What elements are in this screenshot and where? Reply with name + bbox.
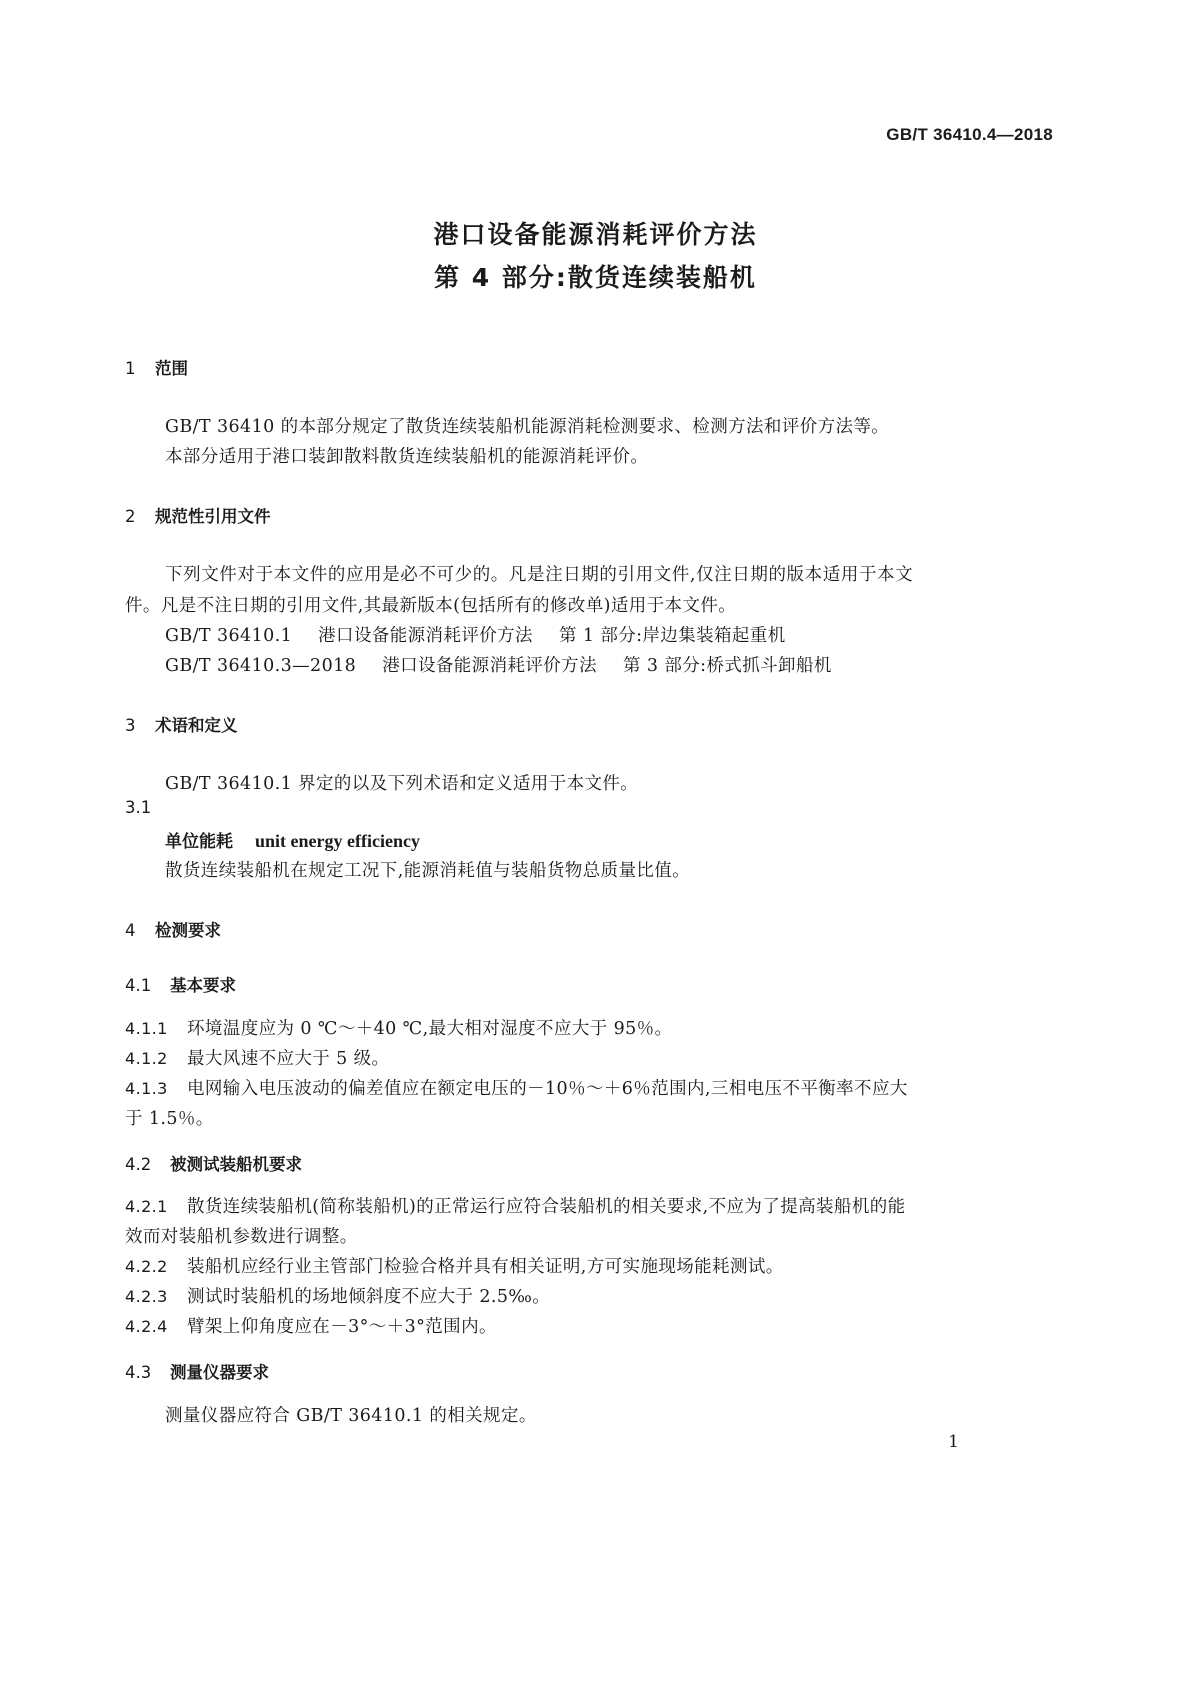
clause-4-1-3: [125, 1075, 908, 1100]
paragraph: 测量仪器应符合 GB/T 36410.1 的相关规定。: [165, 1406, 537, 1426]
reference-code: GB/T 36410.3—2018: [165, 656, 357, 676]
reference-part: 第 1 部分:岸边集装箱起重机: [558, 626, 786, 646]
term-english: unit energy efficiency: [255, 831, 420, 851]
section-title: 范围: [155, 359, 188, 378]
clause-4-2-3: [125, 1283, 550, 1308]
clause-number: 4.2.3: [125, 1287, 168, 1306]
clause-number: 4.1.1: [125, 1019, 168, 1038]
subsection-number: 4.2: [125, 1155, 152, 1174]
clause-number: 4.1.2: [125, 1049, 168, 1068]
section-title: 术语和定义: [155, 716, 238, 735]
normative-reference: [165, 622, 786, 647]
clause-number: 4.2.1: [125, 1197, 168, 1216]
reference-title: 港口设备能源消耗评价方法: [318, 626, 533, 646]
subsection-number: 4.3: [125, 1363, 152, 1382]
subsection-4-3-heading: [125, 1359, 269, 1383]
subsection-title: 基本要求: [170, 976, 236, 995]
reference-part: 第 3 部分:桥式抓斗卸船机: [623, 656, 832, 676]
section-number: 4: [125, 921, 136, 940]
section-title: 检测要求: [155, 921, 221, 940]
clause-continuation: 于 1.5％。: [125, 1109, 214, 1129]
paragraph: GB/T 36410 的本部分规定了散货连续装船机能源消耗检测要求、检测方法和评价方法等。: [165, 417, 890, 437]
clause-number: 4.2.2: [125, 1257, 168, 1276]
term-chinese: 单位能耗: [165, 832, 233, 852]
paragraph: 本部分适用于港口装卸散料散货连续装船机的能源消耗评价。: [165, 447, 649, 467]
section-3-heading: [125, 712, 238, 736]
standard-number: GB/T 36410.4—2018: [886, 125, 1053, 144]
clause-number: 4.1.3: [125, 1079, 168, 1098]
clause-text: 装船机应经行业主管部门检验合格并具有相关证明,方可实施现场能耗测试。: [187, 1257, 784, 1277]
subsection-number: 4.1: [125, 976, 152, 995]
clause-4-2-2: [125, 1253, 784, 1278]
normative-reference: [165, 652, 832, 677]
section-1-heading: [125, 355, 188, 379]
clause-4-1-1: [125, 1015, 672, 1040]
paragraph: GB/T 36410.1 界定的以及下列术语和定义适用于本文件。: [165, 774, 639, 794]
clause-4-1-2: [125, 1045, 389, 1070]
section-title: 规范性引用文件: [155, 507, 271, 526]
clause-4-2-1: [125, 1193, 906, 1218]
section-2-heading: [125, 503, 271, 527]
clause-text: 最大风速不应大于 5 级。: [187, 1049, 390, 1069]
section-4-heading: [125, 917, 221, 941]
clause-number: 4.2.4: [125, 1317, 168, 1336]
clause-continuation: 效而对装船机参数进行调整。: [125, 1227, 358, 1247]
subsection-title: 测量仪器要求: [170, 1363, 269, 1382]
term-number: 3.1: [125, 798, 152, 817]
document-title-line2: 第 4 部分:散货连续装船机: [434, 263, 757, 292]
page-number: 1: [948, 1432, 959, 1452]
subsection-4-2-heading: [125, 1151, 302, 1175]
term-definition: 散货连续装船机在规定工况下,能源消耗值与装船货物总质量比值。: [165, 861, 691, 881]
clause-text: 臂架上仰角度应在－3°～＋3°范围内。: [187, 1317, 497, 1337]
section-number: 1: [125, 359, 136, 378]
clause-text: 电网输入电压波动的偏差值应在额定电压的－10％～＋6％范围内,三相电压不平衡率不应大: [187, 1079, 908, 1099]
term-entry: [165, 827, 420, 852]
document-title-line1: 港口设备能源消耗评价方法: [433, 220, 758, 249]
paragraph: 件。凡是不注日期的引用文件,其最新版本(包括所有的修改单)适用于本文件。: [125, 596, 737, 616]
subsection-title: 被测试装船机要求: [170, 1155, 302, 1174]
paragraph: 下列文件对于本文件的应用是必不可少的。凡是注日期的引用文件,仅注日期的版本适用于本文: [165, 565, 914, 585]
subsection-4-1-heading: [125, 972, 236, 996]
section-number: 2: [125, 507, 136, 526]
section-number: 3: [125, 716, 136, 735]
clause-text: 测试时装船机的场地倾斜度不应大于 2.5‰。: [187, 1287, 551, 1307]
reference-code: GB/T 36410.1: [165, 626, 293, 646]
clause-text: 散货连续装船机(简称装船机)的正常运行应符合装船机的相关要求,不应为了提高装船机的能: [187, 1197, 906, 1217]
reference-title: 港口设备能源消耗评价方法: [382, 656, 597, 676]
clause-text: 环境温度应为 0 ℃～＋40 ℃,最大相对湿度不应大于 95％。: [187, 1019, 673, 1039]
clause-4-2-4: [125, 1313, 497, 1338]
